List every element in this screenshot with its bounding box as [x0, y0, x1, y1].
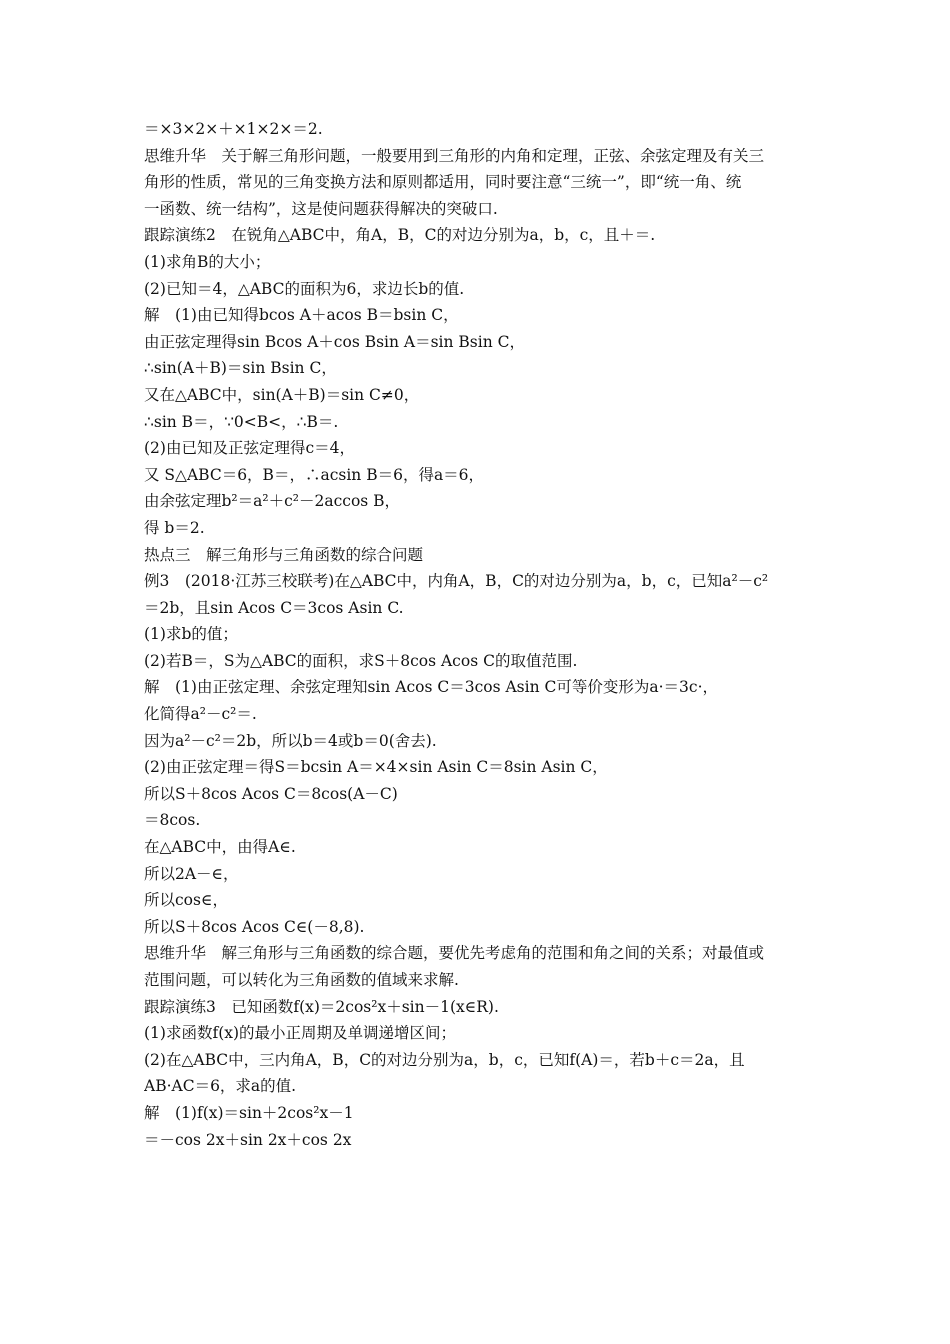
text-line: 又在△ABC中，sin(A＋B)＝sin C≠0， — [144, 385, 420, 404]
text-line: 跟踪演练2 在锐角△ABC中，角A，B，C的对边分别为a，b，c，且＋＝. — [144, 226, 656, 245]
text-line: (2)若B＝，S为△ABC的面积，求S＋8cos Acos C的取值范围. — [144, 651, 578, 670]
text-line: 所以S＋8cos Acos C＝8cos(A－C) — [144, 784, 398, 803]
text-line: 角形的性质，常见的三角变换方法和原则都适用，同时要注意“三统一”，即“统一角、统 — [144, 173, 742, 192]
text-line: 范围问题，可以转化为三角函数的值域来求解. — [144, 971, 459, 989]
text-line: 一函数、统一结构”，这是使问题获得解决的突破口. — [144, 199, 498, 218]
text-line: 所以2A－∈， — [144, 864, 239, 883]
text-line: 解 (1)由已知得bcos A＋acos B＝bsin C， — [144, 306, 459, 325]
text-line: 所以cos∈， — [144, 891, 228, 910]
text-line: AB·AC＝6，求a的值. — [144, 1077, 297, 1096]
text-line: (1)求函数f(x)的最小正周期及单调递增区间； — [144, 1024, 457, 1043]
text-line: (1)求b的值； — [144, 625, 238, 644]
text-line: (2)由已知及正弦定理得c＝4， — [144, 439, 355, 458]
text-line: 思维升华 解三角形与三角函数的综合题，要优先考虑角的范围和角之间的关系；对最值或 — [144, 944, 765, 963]
document-body — [144, 116, 814, 1153]
text-line: ＝2b，且sin Acos C＝3cos Asin C. — [144, 598, 404, 617]
text-line: 又 S△ABC＝6，B＝，∴acsin B＝6，得a＝6， — [144, 465, 485, 484]
text-line: (1)求角B的大小； — [144, 252, 271, 271]
text-line: 热点三 解三角形与三角函数的综合问题 — [144, 545, 424, 564]
text-line: ∴sin B＝，∵0<B<，∴B＝. — [144, 412, 339, 431]
text-line: 在△ABC中，由得A∈. — [144, 838, 296, 857]
text-line: 思维升华 关于解三角形问题，一般要用到三角形的内角和定理，正弦、余弦定理及有关三 — [144, 146, 765, 165]
text-line: (2)由正弦定理＝得S＝bcsin A＝×4×sin Asin C＝8sin Asin C， — [144, 758, 608, 777]
text-line: 解 (1)f(x)＝sin＋2cos²x－1 — [144, 1103, 354, 1122]
text-line: 所以S＋8cos Acos C∈(－8,8). — [144, 917, 365, 936]
text-line: ＝8cos. — [144, 811, 201, 830]
text-line: 跟踪演练3 已知函数f(x)＝2cos²x＋sin－1(x∈R). — [144, 997, 499, 1016]
text-line: 化简得a²－c²＝. — [144, 705, 257, 724]
text-line: 因为a²－c²＝2b，所以b＝4或b＝0(舍去). — [144, 731, 437, 750]
text-line: 例3 (2018·江苏三校联考)在△ABC中，内角A，B，C的对边分别为a，b，c，已知a²－c² — [144, 572, 769, 591]
text-line: 由正弦定理得sin Bcos A＋cos Bsin A＝sin Bsin C， — [144, 332, 525, 351]
text-line: ∴sin(A＋B)＝sin Bsin C， — [144, 359, 337, 378]
text-line: 得 b＝2. — [144, 518, 205, 537]
text-line: (2)在△ABC中，三内角A，B，C的对边分别为a，b，c，已知f(A)＝，若b＋c＝2a，且 — [144, 1050, 745, 1069]
text-line: ＝×3×2×＋×1×2×＝2. — [144, 120, 323, 138]
text-line: 解 (1)由正弦定理、余弦定理知sin Acos C＝3cos Asin C可等价变形为a·＝3c·， — [144, 678, 718, 697]
text-line: ＝－cos 2x＋sin 2x＋cos 2x — [144, 1130, 352, 1149]
text-line: (2)已知＝4，△ABC的面积为6，求边长b的值. — [144, 279, 465, 298]
text-line: 由余弦定理b²＝a²＋c²－2accos B， — [144, 492, 401, 511]
